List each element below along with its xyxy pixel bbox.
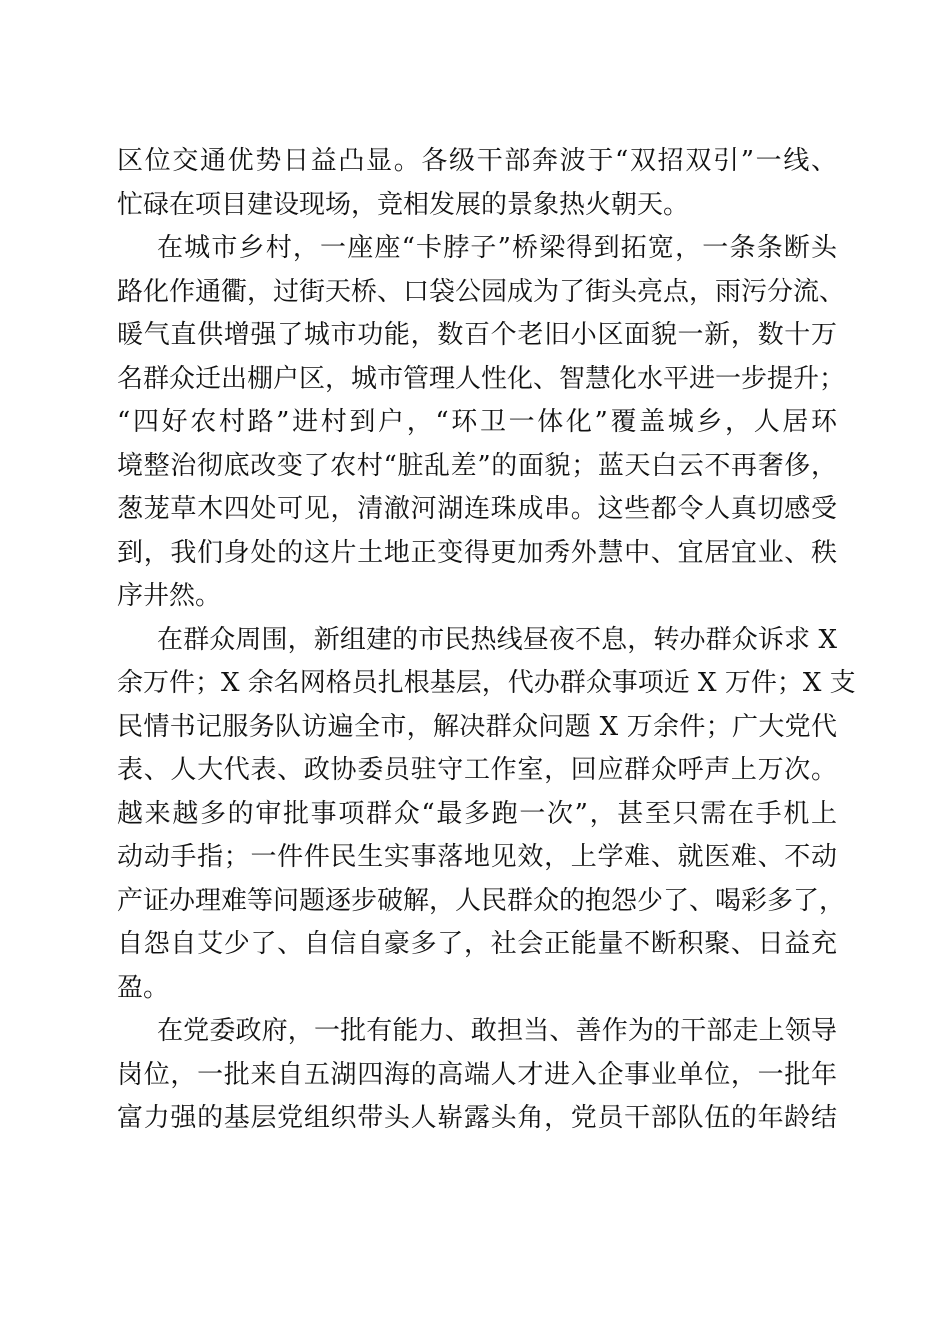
text-line: 路化作通衢，过街天桥、口袋公园成为了街头亮点，雨污分流、 bbox=[117, 276, 846, 307]
text-line: 余万件；X 余名网格员扎根基层，代办群众事项近 X 万件；X 支 bbox=[117, 668, 856, 698]
text-line: 在党委政府，一批有能力、敢担当、善作为的干部走上领导 bbox=[157, 1016, 837, 1046]
text-line: “四好农村路”进村到户，“环卫一体化”覆盖城乡，人居环 bbox=[117, 407, 837, 437]
text-line: 在群众周围，新组建的市民热线昼夜不息，转办群众诉求 X bbox=[157, 624, 837, 655]
text-line: 盈。 bbox=[117, 972, 170, 1003]
text-line: 富力强的基层党组织带头人崭露头角，党员干部队伍的年龄结 bbox=[117, 1103, 837, 1133]
text-line: 表、人大代表、政协委员驻守工作室，回应群众呼声上万次。 bbox=[117, 755, 837, 785]
text-line: 到，我们身处的这片土地正变得更加秀外慧中、宜居宜业、秩 bbox=[117, 537, 837, 568]
text-line: 动动手指；一件件民生实事落地见效，上学难、就医难、不动 bbox=[117, 842, 837, 872]
document-body bbox=[117, 140, 856, 1141]
text-line: 民情书记服务队访遍全市，解决群众问题 X 万余件；广大党代 bbox=[117, 711, 837, 742]
text-line: 忙碌在项目建设现场，竞相发展的景象热火朝天。 bbox=[117, 189, 690, 220]
text-line: 岗位，一批来自五湖四海的高端人才进入企事业单位，一批年 bbox=[117, 1059, 837, 1090]
text-line: 产证办理难等问题逐步破解，人民群众的抱怨少了、喝彩多了， bbox=[117, 885, 846, 916]
text-line: 区位交通优势日益凸显。各级干部奔波于“双招双引”一线、 bbox=[117, 146, 837, 176]
text-line: 在城市乡村，一座座“卡脖子”桥梁得到拓宽，一条条断头 bbox=[157, 233, 837, 263]
text-line: 序井然。 bbox=[117, 581, 222, 611]
text-line: 暖气直供增强了城市功能，数百个老旧小区面貌一新，数十万 bbox=[117, 320, 837, 350]
text-line: 自怨自艾少了、自信自豪多了，社会正能量不断积聚、日益充 bbox=[117, 929, 837, 959]
text-line: 葱茏草木四处可见，清澈河湖连珠成串。这些都令人真切感受 bbox=[117, 494, 837, 524]
text-line: 越来越多的审批事项群众“最多跑一次”，甚至只需在手机上 bbox=[117, 798, 837, 829]
text-line: 境整治彻底改变了农村“脏乱差”的面貌；蓝天白云不再奢侈， bbox=[117, 450, 837, 481]
text-line: 名群众迁出棚户区，城市管理人性化、智慧化水平进一步提升； bbox=[117, 363, 846, 394]
